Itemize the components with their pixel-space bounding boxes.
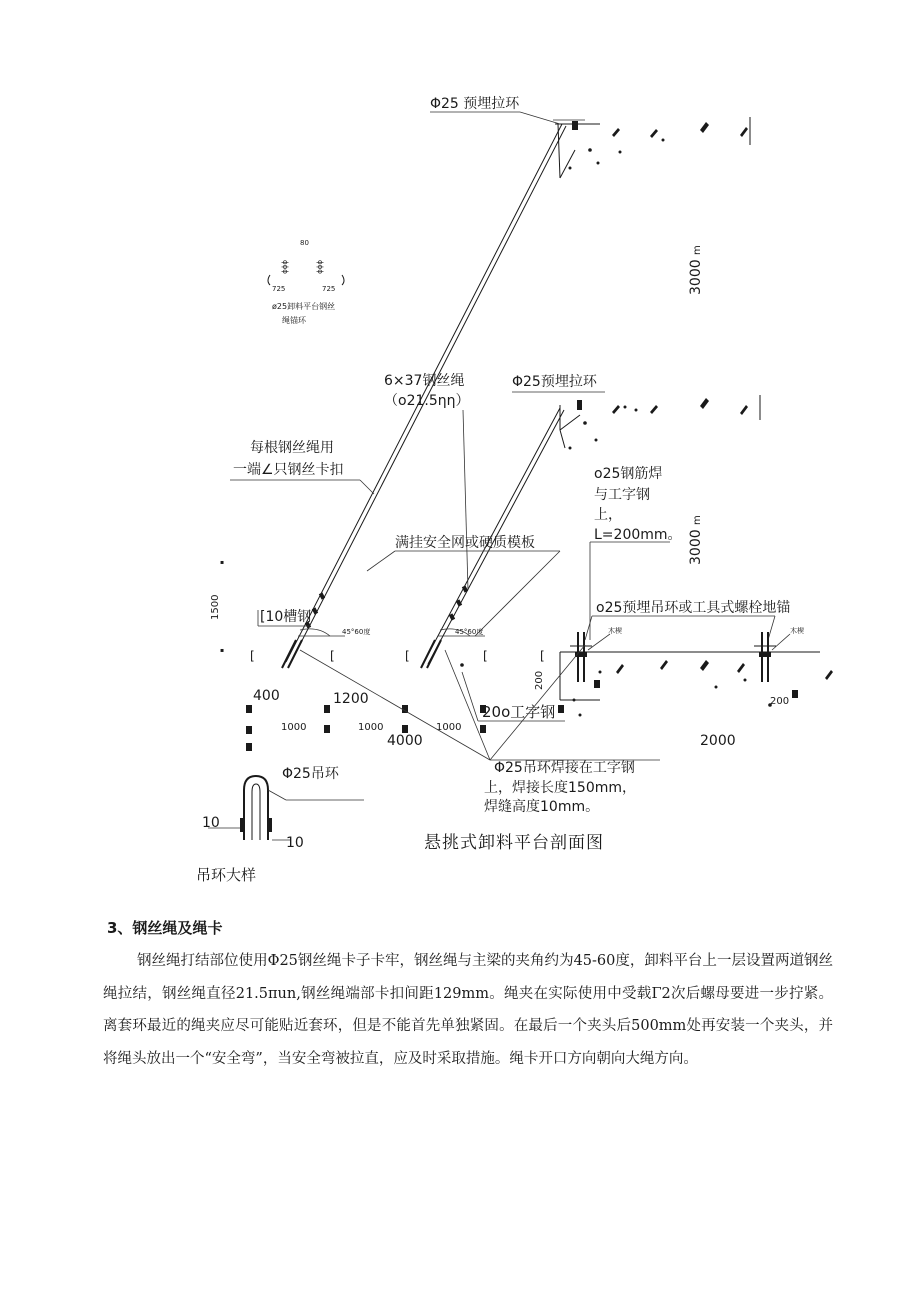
section-paragraph: 钢丝绳打结部位使用Φ25钢丝绳卡子卡牢，钢丝绳与主梁的夹角约为45-60度，卸料平台上一层设置两道钢丝绳拉结，钢丝绳直径21.5πun,钢丝绳端部卡扣间距129mm。绳夹在实际使用中受载Γ2次后螺母要进一步拧紧。离套环最近的绳夹应尽可能贴近套环，但是不能首先单独紧固。在最后一个夹头后500mm处再安装一个夹头，并将绳头放出一个“安全弯”，当安全弯被拉直，应及时采取措施。绳卡开口方向朝向大绳方向。	[103, 953, 833, 1067]
angle-label-mid: 45°60度	[455, 628, 484, 636]
svg-text:80: 80	[300, 239, 309, 247]
section-heading: 3、钢丝绳及绳卡	[107, 919, 223, 937]
dim-1200: 1200	[333, 691, 369, 707]
svg-text:725: 725	[272, 285, 286, 293]
hanger-weld-line1: Φ25吊环焊接在工字钢	[494, 760, 635, 776]
dim-2000: 2000	[700, 733, 736, 749]
clip-note-line2: 一端∠只钢丝卡扣	[233, 462, 344, 478]
svg-text:ø25卸料平台钢丝: ø25卸料平台钢丝	[272, 302, 336, 311]
anchor-bolt-right	[754, 632, 790, 682]
dim-1500	[210, 595, 221, 620]
svg-text:200: 200	[534, 670, 545, 690]
hanger-ring-label: Φ25吊环	[282, 766, 339, 782]
anchor-ring-sketch	[268, 239, 344, 325]
net-note-leader-b	[475, 551, 560, 636]
mid-embedded-ring-label: Φ25预埋拉环	[512, 374, 597, 390]
detail-caption: 吊环大样	[196, 866, 257, 884]
top-embedded-ring-label: Φ25 预埋拉环	[430, 96, 520, 112]
safety-net-note: 满挂安全网或硬质模板	[395, 535, 535, 551]
dim-1000-b: 1000	[358, 722, 384, 733]
svg-text:[: [	[483, 649, 488, 663]
weld-note-line2: 与工字钢	[594, 487, 650, 503]
clip-note-leader	[360, 480, 374, 494]
svg-text:ϕϕϕ: ϕϕϕ	[281, 260, 289, 274]
dim-400: 400	[253, 688, 280, 704]
dim-200-right: 200	[770, 696, 790, 707]
middle-slab	[560, 395, 760, 450]
anchor-bolt-note: ο25预埋吊环或工具式螺栓地锚	[596, 600, 791, 616]
dim-4000: 4000	[387, 733, 423, 749]
dim-1000-a: 1000	[281, 722, 307, 733]
tick-mark-b: ▪	[220, 647, 225, 654]
dim-3000-mid	[688, 515, 704, 565]
top-ring-leader	[520, 112, 560, 124]
upper-slab-top	[553, 117, 750, 178]
svg-text:[: [	[405, 649, 410, 663]
svg-text:3000: 3000	[688, 259, 704, 295]
weld-note-line4: L=200mm。	[594, 527, 682, 543]
weld-note-line3: 上，	[594, 507, 622, 523]
svg-text:1500: 1500	[210, 594, 221, 620]
beam-brackets	[250, 649, 545, 667]
svg-text:3000: 3000	[688, 529, 704, 565]
weld-note-line1: ο25钢筋焊	[594, 466, 663, 482]
svg-text:m: m	[692, 245, 703, 255]
svg-text:725: 725	[322, 285, 336, 293]
svg-text:[: [	[330, 649, 335, 663]
rope-spec-line2: （ο21.5ηη）	[384, 393, 470, 409]
wood-wedge-right-label: 木楔	[790, 627, 804, 635]
anchor-bolt-leader-right	[768, 616, 775, 640]
hanger-weld-line2: 上，焊接长度150mm，	[484, 780, 636, 796]
angle-label-left: 45°60度	[342, 628, 371, 636]
wood-wedge-left-label: 木楔	[608, 627, 622, 635]
dim-3000-top	[688, 245, 704, 295]
channel-steel-label: [10槽钢	[260, 609, 312, 625]
rope-spec-line1: 6×37钢丝绳	[384, 373, 465, 389]
anchor-bolt-leader-left	[585, 616, 592, 640]
clip-note-line1: 每根钢丝绳用	[250, 440, 334, 456]
wire-rope-clips-mid	[449, 585, 468, 620]
rope-spec-leader	[463, 410, 468, 590]
svg-text:绳锚环: 绳锚环	[282, 316, 306, 325]
hanger-weld-line3: 焊缝高度10mm。	[484, 799, 600, 815]
i-beam-label: 20ο工字钢	[482, 703, 556, 721]
dim-200-vertical	[534, 671, 545, 690]
dim-1000-c: 1000	[436, 722, 462, 733]
svg-text:[: [	[250, 649, 255, 663]
svg-text:m: m	[692, 515, 703, 525]
dim-10-right: 10	[286, 835, 304, 851]
floor-slab	[560, 652, 833, 717]
drawing-caption: 悬挑式卸料平台剖面图	[424, 833, 604, 853]
svg-text:ϕϕϕ: ϕϕϕ	[316, 260, 324, 274]
hanger-ring-detail	[208, 776, 364, 840]
svg-text:[: [	[540, 649, 545, 663]
dim-10-left: 10	[202, 815, 220, 831]
tick-mark-a: ▪	[220, 559, 225, 566]
net-note-leader-a	[367, 551, 395, 571]
